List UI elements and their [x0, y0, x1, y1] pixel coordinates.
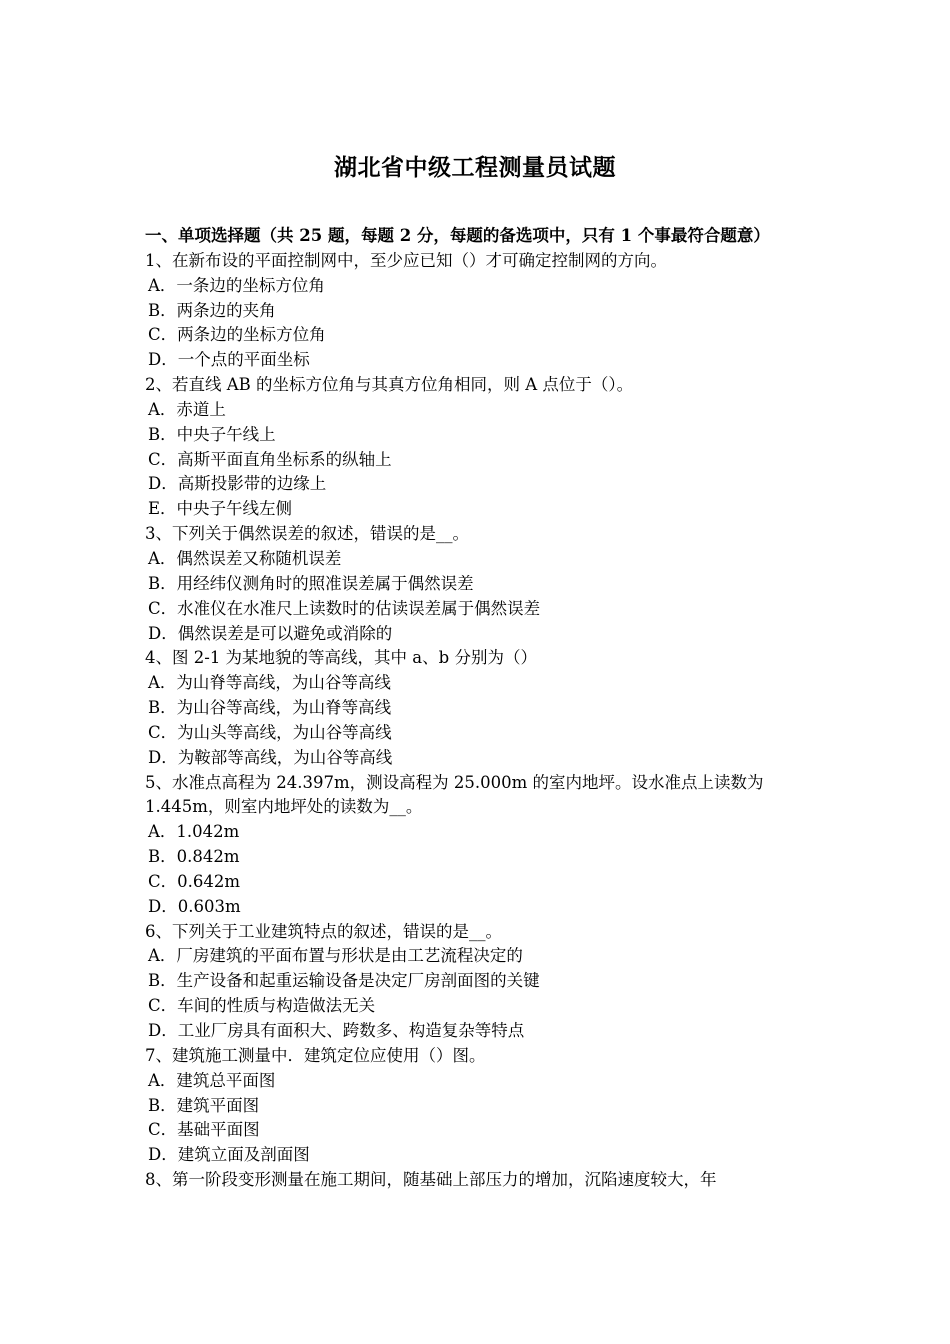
answer-option: A．赤道上: [148, 399, 226, 419]
answer-option: A．偶然误差又称随机误差: [148, 548, 342, 568]
answer-option: C．两条边的坐标方位角: [148, 325, 326, 345]
section-heading: 一、单项选择题（共 25 题，每题 2 分，每题的备选项中，只有 1 个事最符合题意）: [145, 226, 770, 245]
answer-option: A．厂房建筑的平面布置与形状是由工艺流程决定的: [148, 946, 523, 966]
question-stem: 5、水准点高程为 24.397m，测设高程为 25.000m 的室内地坪。设水准点上读数为 1.445m，则室内地坪处的读数为__。: [145, 772, 764, 817]
answer-option: C．高斯平面直角坐标系的纵轴上: [148, 449, 392, 469]
answer-option: B．建筑平面图: [148, 1095, 260, 1115]
question-block: [145, 373, 810, 522]
answer-option: A．为山脊等高线，为山谷等高线: [148, 673, 391, 693]
answer-option: B．中央子午线上: [148, 424, 276, 444]
question-block: [145, 771, 810, 920]
answer-option: B．生产设备和起重运输设备是决定厂房剖面图的关键: [148, 971, 540, 991]
question-block: [145, 522, 810, 646]
answer-option: B．两条边的夹角: [148, 300, 276, 320]
question-block: [145, 249, 810, 373]
document-body: [145, 224, 810, 1193]
answer-option: C．车间的性质与构造做法无关: [148, 996, 376, 1016]
question-stem: 7、建筑施工测量中．建筑定位应使用（）图。: [145, 1045, 486, 1065]
answer-option: C．0.642m: [148, 871, 241, 891]
answer-option: B．0.842m: [148, 847, 240, 867]
answer-option: B．用经纬仪测角时的照准误差属于偶然误差: [148, 573, 474, 593]
question-stem: 4、图 2-1 为某地貌的等高线，其中 a、b 分别为（）: [145, 648, 537, 668]
answer-option: C．水准仪在水准尺上读数时的估读误差属于偶然误差: [148, 598, 541, 618]
question-stem: 1、在新布设的平面控制网中，至少应已知（）才可确定控制网的方向。: [145, 250, 667, 270]
question-block: [145, 1044, 810, 1168]
question-stem: 8、第一阶段变形测量在施工期间，随基础上部压力的增加，沉陷速度较大，年: [145, 1170, 717, 1190]
question-block: [145, 920, 810, 1044]
answer-option: D．工业厂房具有面积大、跨数多、构造复杂等特点: [148, 1021, 525, 1040]
answer-option: A．建筑总平面图: [148, 1070, 276, 1090]
question-stem: 2、若直线 AB 的坐标方位角与其真方位角相同，则 A 点位于（）。: [145, 375, 634, 395]
answer-option: A．一条边的坐标方位角: [148, 275, 325, 295]
answer-option: D．为鞍部等高线，为山谷等高线: [148, 747, 393, 767]
answer-option: D．偶然误差是可以避免或消除的: [148, 623, 393, 643]
question-stem: 3、下列关于偶然误差的叙述，错误的是__。: [145, 524, 469, 544]
answer-option: D．一个点的平面坐标: [148, 350, 310, 370]
answer-option: B．为山谷等高线，为山脊等高线: [148, 698, 392, 718]
document-title: 湖北省中级工程测量员试题: [334, 154, 616, 181]
question-stem: 6、下列关于工业建筑特点的叙述，错误的是__。: [145, 921, 502, 941]
question-block: [145, 1168, 810, 1193]
question-list: [145, 249, 810, 1193]
answer-option: D．高斯投影带的边缘上: [148, 474, 327, 494]
answer-option: C．基础平面图: [148, 1120, 260, 1140]
answer-option: A．1.042m: [148, 822, 240, 842]
answer-option: E．中央子午线左侧: [148, 499, 293, 519]
answer-option: D．建筑立面及剖面图: [148, 1145, 310, 1165]
answer-option: C．为山头等高线，为山谷等高线: [148, 722, 392, 742]
answer-option: D．0.603m: [148, 896, 241, 916]
question-block: [145, 646, 810, 770]
